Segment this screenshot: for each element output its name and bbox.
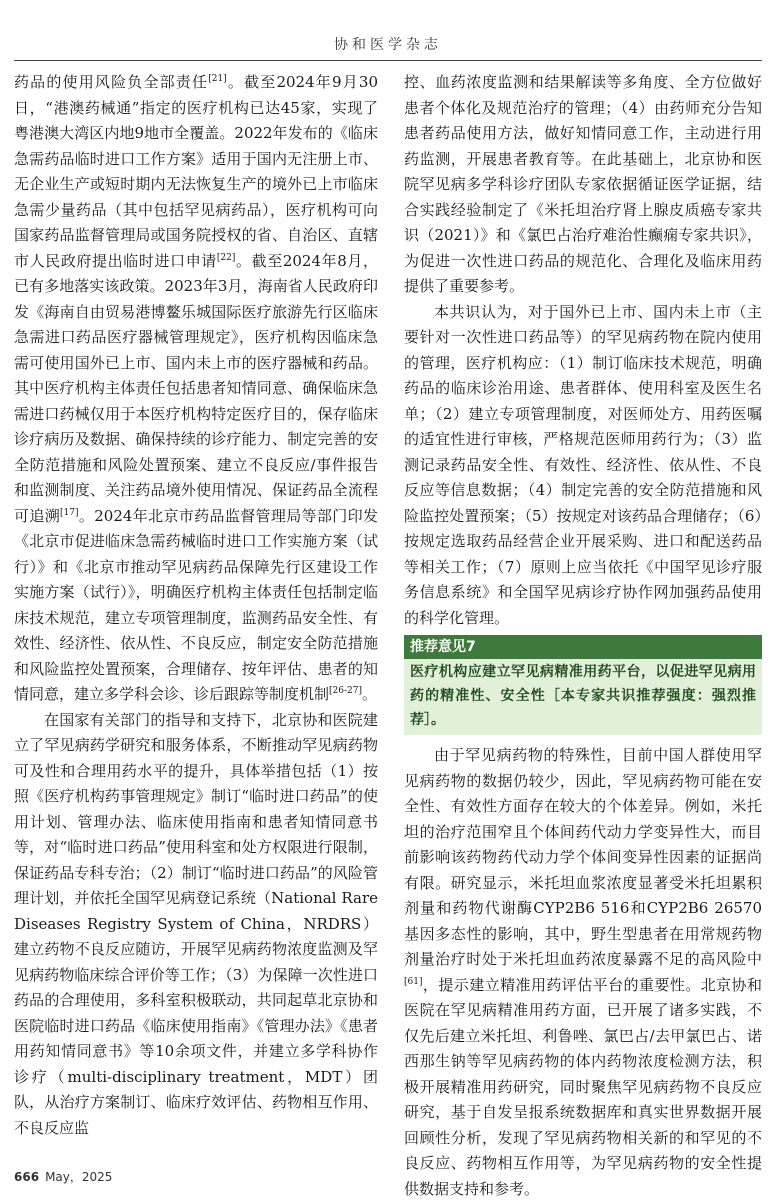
recommendation-body: 医疗机构应建立罕见病精准用药平台，以促进罕见病用药的精准性、安全性［本专家共识推荐强度：强烈推荐］。 bbox=[404, 659, 762, 735]
right-column bbox=[404, 70, 762, 1202]
recommendation-header: 推荐意见7 bbox=[404, 635, 762, 659]
paragraph-consensus: 本共识认为，对于国外已上市、国内未上市（主要针对一次性进口药品等）的罕见病药物在院内使用的管理，医疗机构应：（1）制订临床技术规范，明确药品的临床诊治用途、患者群体、使用科室及医生名单；（2）建立专项管理制度，对医师处方、用药医嘱的适宜性进行审核，严格规范医师用药行为；（3）监测记录药品安全性、有效性、经济性、依从性、不良反应等信息数据；（4）制定完善的安全防范措施和风险监控处置预案；（5）按规定对该药品合理储存；（6）按规定选取药品经营企业开展采购、进口和配送药品等相关工作；（7）原则上应当依托《中国罕见诊疗服务信息系统》和全国罕见病诊疗协作网加强药品使用的科学化管理。 bbox=[404, 302, 762, 627]
paragraph-continued: 控、血药浓度监测和结果解读等多角度、全方位做好患者个体化及规范治疗的管理；（4）由药师充分告知患者药品使用方法，做好知情同意工作，主动进行用药监测，开展患者教育等。在此基础上，北京协和医院罕见病多学科诊疗团队专家依据循证医学证据，结合实践经验制定了《米托坦治疗肾上腺皮质癌专家共识（2021）》和《氯巴占治疗难治性癫痫专家共识》，为促进一次性进口药品的规范化、合理化及临床用药提供了重要参考。 bbox=[404, 73, 762, 295]
left-column bbox=[14, 70, 378, 1141]
citation: [61] bbox=[404, 976, 423, 987]
page-number: 666 bbox=[14, 1170, 40, 1184]
citation: [26-27] bbox=[329, 686, 362, 696]
paragraph-precision-medication: 由于罕见病药物的特殊性，目前中国人群使用罕见病药物的数据仍较少，因此，罕见病药物可能在安全性、有效性方面存在较大的个体差异。例如，米托坦的治疗范围窄且个体间药代动力学变异性大，而目前影响该药物药代动力学个体间变异性因素的证据尚有限。研究显示，米托坦血浆浓度显著受米托坦累积剂量和药物代谢酶CYP2B6 516和CYP2B6 26570基因多态性的影响，其中，野生型患者在用常规药物剂量治疗时处于米托坦血药浓度暴露不足的高风险中[61]，提示建立精准用药评估平台的重要性。北京协和医院在罕见病精准用药方面，已开展了诸多实践，不仅先后建立米托坦、利鲁唑、氯巴占/去甲氯巴占、诺西那生钠等罕见病药物的体内药物浓度检测方法，积极开展精准用药研究，同时聚焦罕见病药物不良反应研究，基于自发呈报系统数据库和真实世界数据开展回顾性分析，发现了罕见病药物相关新的和罕见的不良反应、药物相互作用等，为罕见病药物的安全性提供数据支持和参考。 bbox=[404, 746, 762, 1198]
recommendation-box bbox=[404, 635, 762, 735]
issue-date: May，2025 bbox=[45, 1170, 113, 1184]
paragraph-pumch-measures: 在国家有关部门的指导和支持下，北京协和医院建立了罕见病药学研究和服务体系，不断推动罕见病药物可及性和合理用药水平的提升，具体举措包括（1）按照《医疗机构药事管理规定》制订“临时进口药品”的使用计划、管理办法、临床使用指南和患者知情同意书等，对“临时进口药品”使用科室和处方权限进行限制，保证药品专科专治；（2）制订“临时进口药品”的风险管理计划，并依托全国罕见病登记系统（National Rare Diseases Registry System of China，NRDRS）建立药物不良反应随访，开展罕见病药物浓度监测及罕见病药物临床综合评价等工作；（3）为保障一次性进口药品的合理使用，多科室积极联动，共同起草北京协和医院临时进口药品《临床使用指南》《管理办法》《患者用药知情同意书》等10余项文件，并建立多学科协作诊疗（multi-disciplinary treatment，MDT）团队，从治疗方案制订、临床疗效评估、药物相互作用、不良反应监 bbox=[14, 710, 378, 1137]
header-divider bbox=[14, 60, 762, 61]
paragraph-policy: 药品的使用风险负全部责任[21]。截至2024年9月30日，“港澳药械通”指定的医疗机构已达45家，实现了粤港澳大湾区内地9地市全覆盖。2022年发布的《临床急需药品临时进口工作方案》适用于国内无注册上市、无企业生产或短时期内无法恢复生产的境外已上市临床急需少量药品（其中包括罕见病药品），医疗机构可向国家药品监督管理局或国务院授权的省、自治区、直辖市人民政府提出临时进口申请[22]。截至2024年8月，已有多地落实该政策。2023年3月，海南省人民政府印发《海南自由贸易港博鳌乐城国际医疗旅游先行区临床急需进口药品医疗器械管理规定》，医疗机构因临床急需可使用国外已上市、国内未上市的医疗器械和药品。其中医疗机构主体责任包括患者知情同意、确保临床急需进口药械仅用于本医疗机构特定医疗目的，保存临床诊疗病历及数据、确保持续的诊疗能力、制定完善的安全防范措施和风险处置预案、建立不良反应/事件报告和监测制度、关注药品境外使用情况、保证药品全流程可追溯[17]。2024年北京市药品监督管理局等部门印发《北京市促进临床急需药械临时进口工作实施方案（试行）》和《北京市推动罕见病药品保障先行区建设工作实施方案（试行）》，明确医疗机构主体责任包括制定临床技术规范，建立专项管理制度，监测药品安全性、有效性、经济性、依从性、不良反应，制定安全防范措施和风险监控处置预案，合理储存、按年评估、患者的知情同意，建立多学科会诊、诊后跟踪等制度机制[26-27]。 bbox=[14, 73, 378, 703]
page-footer bbox=[14, 1168, 112, 1185]
citation: [22] bbox=[216, 252, 236, 263]
citation: [17] bbox=[60, 507, 79, 518]
journal-title: 协和医学杂志 bbox=[334, 37, 442, 53]
citation: [21] bbox=[208, 74, 227, 84]
